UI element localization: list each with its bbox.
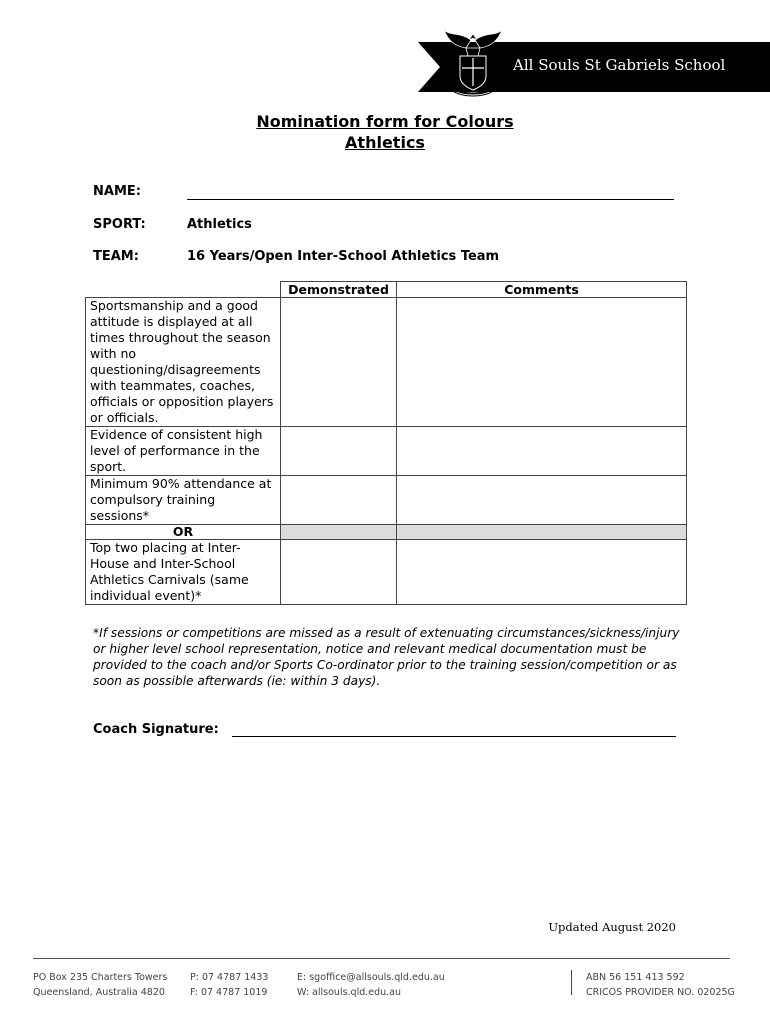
comments-cell[interactable] [397, 298, 687, 427]
or-separator: OR [86, 525, 281, 540]
sport-value: Athletics [187, 217, 252, 232]
table-row [86, 298, 687, 427]
abn-number: ABN 56 151 413 592 [586, 972, 685, 983]
cricos-number: CRICOS PROVIDER NO. 02025G [586, 987, 735, 998]
team-value: 16 Years/Open Inter-School Athletics Team [187, 249, 500, 264]
comments-cell[interactable] [397, 540, 687, 605]
form-subtitle: Athletics [345, 133, 425, 152]
demonstrated-cell[interactable] [281, 427, 397, 476]
phone-number: P: 07 4787 1433 [190, 972, 269, 983]
name-label: NAME: [93, 184, 141, 199]
shaded-cell [397, 525, 687, 540]
school-name: All Souls St Gabriels School [513, 56, 726, 74]
header-comments: Comments [397, 282, 687, 298]
comments-cell[interactable] [397, 427, 687, 476]
criteria-attendance: Minimum 90% attendance at compulsory training sessions* [86, 476, 281, 525]
table-row [86, 476, 687, 525]
name-field-line[interactable] [187, 183, 674, 200]
header-demonstrated: Demonstrated [281, 282, 397, 298]
coach-signature-line[interactable] [232, 720, 676, 737]
demonstrated-cell[interactable] [281, 298, 397, 427]
sport-label: SPORT: [93, 217, 146, 232]
fax-number: F: 07 4787 1019 [190, 987, 268, 998]
criteria-sportsmanship: Sportsmanship and a good attitude is displayed at all times throughout the season with no questioning/disagreements with teammates, coaches, officials or opposition players or officials. [86, 298, 281, 427]
footer-separator [571, 970, 572, 995]
address-line1: PO Box 235 Charters Towers [33, 972, 168, 983]
table-row [86, 427, 687, 476]
footer-registration [586, 970, 735, 1000]
team-label: TEAM: [93, 249, 139, 264]
school-crest-icon [440, 26, 506, 102]
form-title: Nomination form for Colours [256, 112, 514, 131]
footer-phone [190, 970, 268, 1000]
demonstrated-cell[interactable] [281, 540, 397, 605]
comments-cell[interactable] [397, 476, 687, 525]
criteria-performance: Evidence of consistent high level of performance in the sport. [86, 427, 281, 476]
shaded-cell [281, 525, 397, 540]
table-row [86, 540, 687, 605]
criteria-placing: Top two placing at Inter-House and Inter-School Athletics Carnivals (same individual event)* [86, 540, 281, 605]
missed-sessions-note: *If sessions or competitions are missed as a result of extenuating circumstances/sickness/injury or higher level school representation, notice and relevant medical documentation must be provided to the coach and/or Sports Co-ordinator prior to the training session/competition or as soon as possible afterwards (ie: within 3 days). [93, 626, 680, 688]
footer-contact [297, 970, 445, 1000]
email-link[interactable]: E: sgoffice@allsouls.qld.edu.au [297, 972, 445, 983]
coach-signature-label: Coach Signature: [93, 722, 219, 737]
address-line2: Queensland, Australia 4820 [33, 987, 165, 998]
footer-address [33, 970, 167, 1000]
header-criteria [86, 282, 281, 298]
table-row-or [86, 525, 687, 540]
footer-divider [33, 958, 730, 959]
web-link[interactable]: W: allsouls.qld.edu.au [297, 987, 402, 998]
table-header-row [86, 282, 687, 298]
updated-date: Updated August 2020 [548, 920, 676, 934]
demonstrated-cell[interactable] [281, 476, 397, 525]
criteria-table [85, 281, 687, 605]
